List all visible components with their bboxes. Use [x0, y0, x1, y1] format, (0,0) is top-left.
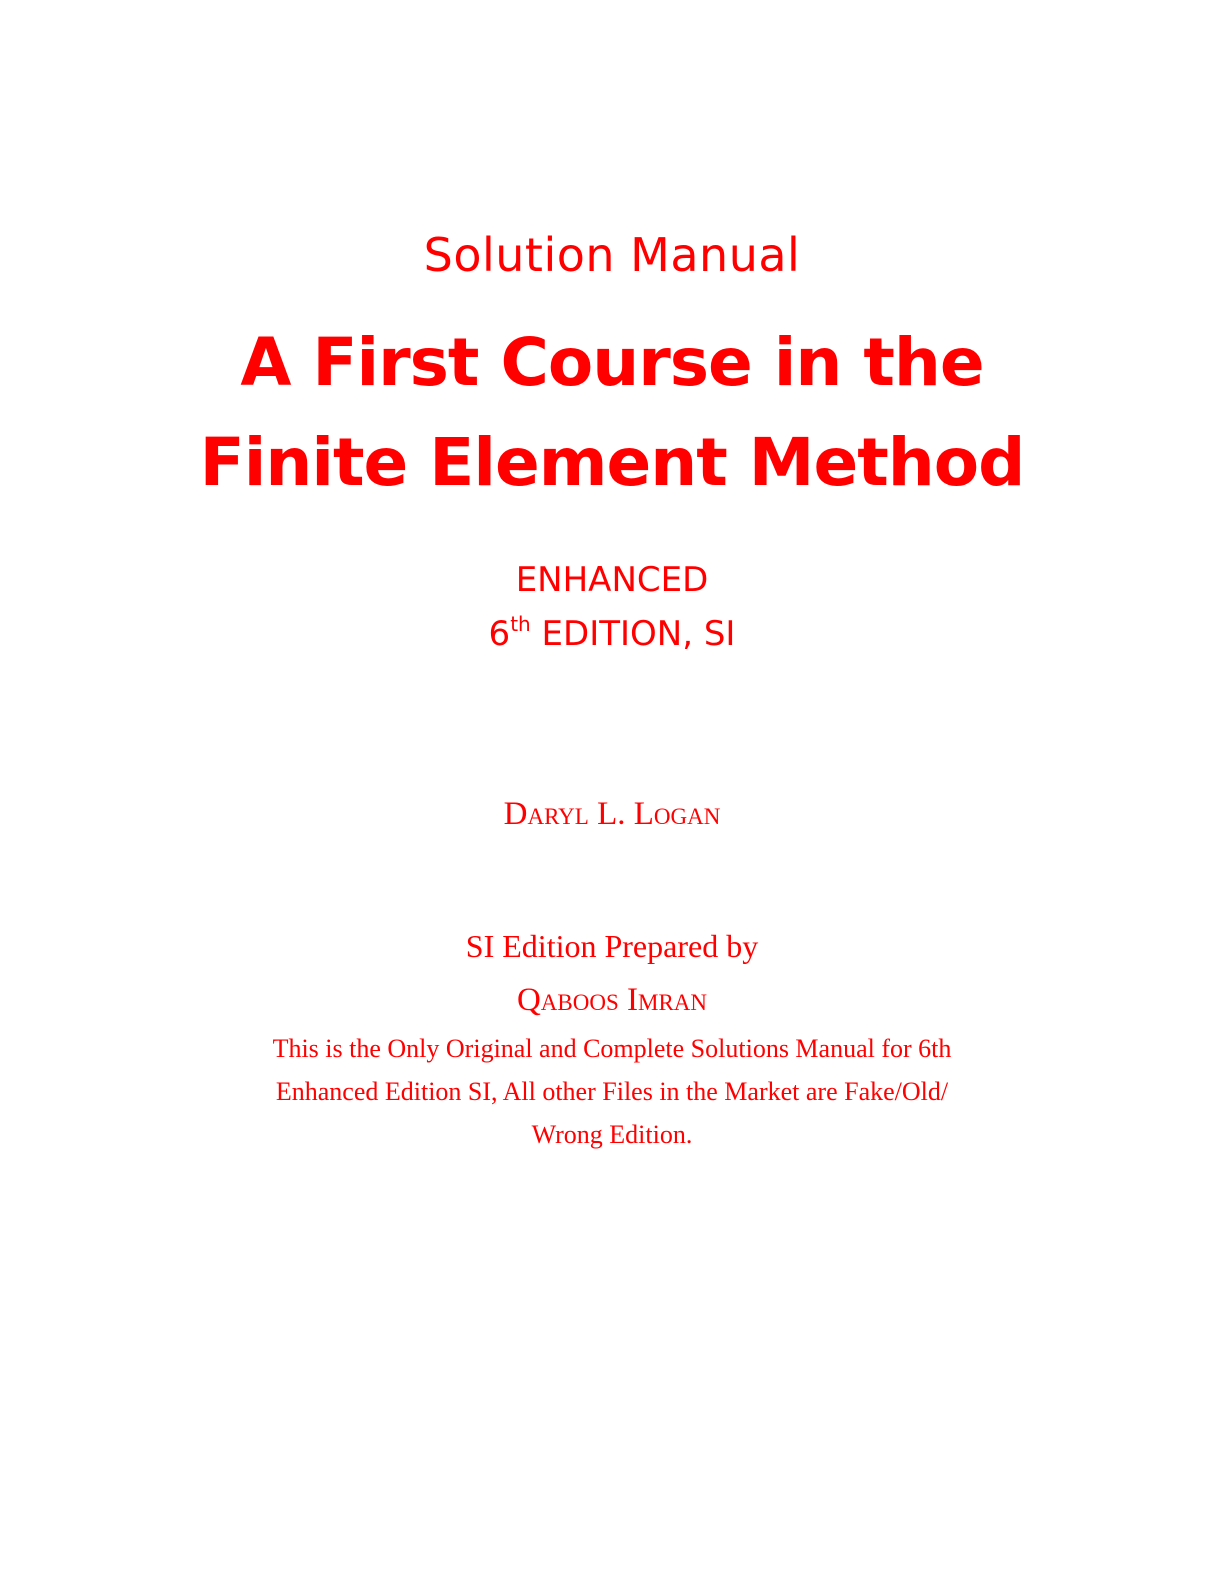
- document-title-line-2: Finite Element Method: [199, 424, 1025, 501]
- note-line: This is the Only Original and Complete Solutions Manual for 6th: [272, 1034, 952, 1063]
- note-line: Enhanced Edition SI, All other Files in the Market are Fake/Old/: [275, 1077, 949, 1106]
- note-line: Wrong Edition.: [531, 1120, 693, 1149]
- document-title-line-1: A First Course in the: [240, 324, 984, 401]
- enhanced-label: ENHANCED: [515, 560, 709, 600]
- document-subtitle: Solution Manual: [423, 228, 801, 282]
- preparer-name: Qaboos Imran: [516, 982, 708, 1018]
- edition-rest: EDITION, SI: [530, 614, 736, 654]
- prepared-by-label: SI Edition Prepared by: [465, 928, 759, 964]
- edition-number: 6: [488, 614, 511, 654]
- edition-label: [0, 614, 1224, 654]
- author-name: Daryl L. Logan: [503, 796, 721, 832]
- edition-suffix: th: [510, 612, 531, 636]
